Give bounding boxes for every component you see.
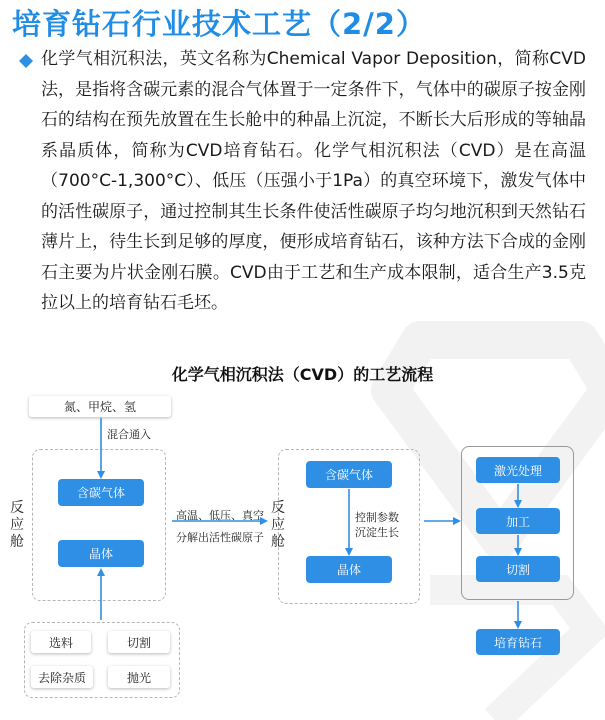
carbon-gas-box-right: 含碳气体 bbox=[306, 461, 392, 488]
laser-processing-box: 激光处理 bbox=[476, 457, 560, 483]
reactor-label-right-text: 反应舱 bbox=[271, 500, 285, 550]
cultivated-diamond-box: 培育钻石 bbox=[476, 629, 560, 655]
mix-label: 混合通入 bbox=[107, 428, 151, 441]
flow-title: 化学气相沉积法（CVD）的工艺流程 bbox=[171, 365, 434, 384]
cutting-box: 切割 bbox=[476, 556, 560, 582]
carbon-gas-box-left: 含碳气体 bbox=[58, 479, 144, 506]
diamond-bullet-icon bbox=[19, 54, 33, 68]
crystal-box-left: 晶体 bbox=[58, 540, 144, 567]
processing-box: 加工 bbox=[476, 508, 560, 534]
crystal-box-right: 晶体 bbox=[306, 556, 392, 583]
deposit-growth-label: 沉淀生长 bbox=[355, 526, 399, 539]
decompose-label: 分解出活性碳原子 bbox=[176, 531, 264, 544]
reactor-container-left bbox=[32, 449, 166, 601]
reactor-label-left-text: 反应舱 bbox=[10, 500, 24, 550]
conditions-label: 高温、低压、真空 bbox=[176, 509, 264, 522]
page-title: 培育钻石行业技术工艺（2/2） bbox=[12, 7, 426, 41]
input-gases-box: 氮、甲烷、氢 bbox=[29, 396, 171, 417]
reactor-label-right bbox=[269, 500, 287, 551]
reactor-label-left bbox=[8, 500, 26, 551]
prep-cutting: 切割 bbox=[108, 631, 170, 653]
prep-polishing: 抛光 bbox=[108, 666, 170, 688]
prep-remove-impurities: 去除杂质 bbox=[31, 666, 93, 688]
cvd-description: 化学气相沉积法，英文名称为Chemical Vapor Deposition，简称CVD法，是指将含碳元素的混合气体置于一定条件下，气体中的碳原子按金刚石的结构在预先放置在生长舱中的种晶上沉淀，不断长大后形成的等轴晶系晶质体，简称为CVD培育钻石。化学气相沉积法（CVD）是在高温（700°C-1,300°C）、低压（压强小于1Pa）的真空环境下，激发气体中的活性碳原子，通过控制其生长条件使活性碳原子均匀地沉积到天然钻石薄片上，待生长到足够的厚度，便形成培育钻石，该种方法下合成的金刚石主要为片状金刚石膜。CVD由于工艺和生产成本限制，适合生产3.5克拉以上的培育钻石毛坯。 bbox=[41, 49, 586, 313]
prep-select-material: 选料 bbox=[31, 631, 91, 653]
control-params-label: 控制参数 bbox=[355, 511, 399, 524]
